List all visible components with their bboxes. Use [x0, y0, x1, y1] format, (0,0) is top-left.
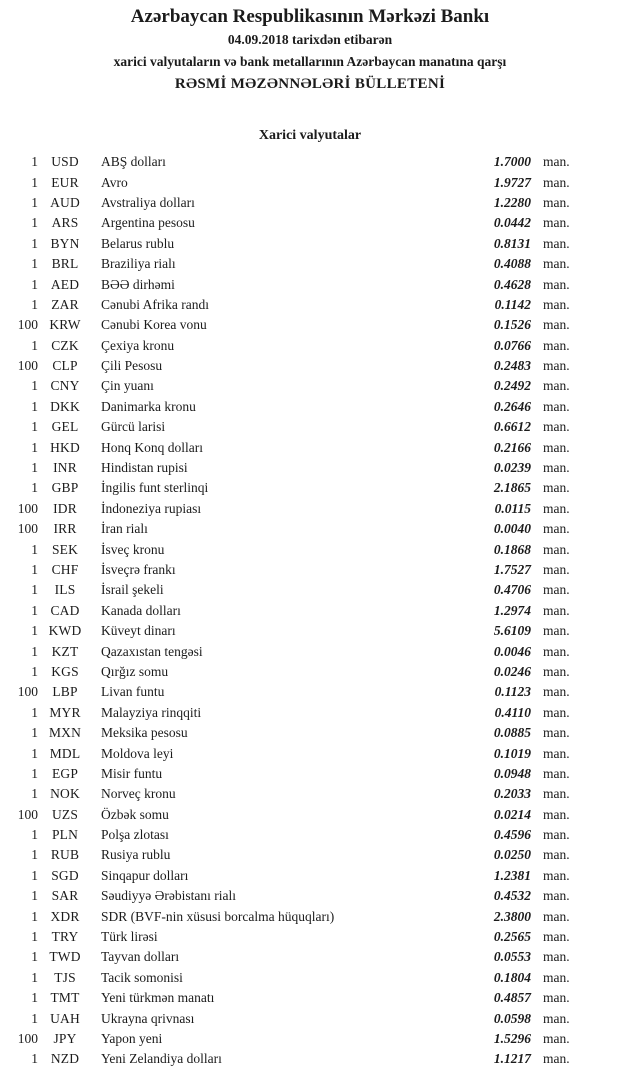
rate-value: 0.0553: [493, 949, 531, 965]
rate-value: 0.0885: [493, 725, 531, 741]
currency-code: KWD: [48, 623, 82, 639]
currency-name: Moldova leyi: [101, 745, 174, 761]
nominal-cell: 1: [31, 602, 38, 618]
nominal-cell: 1: [31, 949, 38, 965]
currency-name: Qazaxıstan tengəsi: [101, 643, 203, 659]
currency-code: AUD: [50, 194, 80, 210]
table-row: [0, 560, 585, 580]
currency-name: Çin yuanı: [101, 378, 154, 394]
currency-name: Malayziya rinqqiti: [101, 704, 202, 720]
table-row: [0, 397, 585, 417]
nominal-cell: 1: [31, 990, 38, 1006]
rate-value: 0.2166: [493, 439, 531, 455]
currency-code: NZD: [50, 1051, 80, 1067]
table-row: [0, 662, 585, 682]
nominal-cell: 1: [31, 154, 38, 170]
rate-value: 0.4706: [493, 582, 531, 598]
currency-code: EUR: [51, 174, 79, 190]
currency-code: SGD: [51, 867, 79, 883]
currency-code: UAH: [50, 1010, 80, 1026]
unit-label: man.: [543, 786, 570, 802]
table-row: [0, 274, 585, 294]
unit-label: man.: [543, 969, 570, 985]
rate-value: 0.2492: [493, 378, 531, 394]
table-row: [0, 621, 585, 641]
nominal-cell: 100: [17, 1030, 38, 1046]
currency-code: MXN: [48, 725, 82, 741]
table-row: [0, 213, 585, 233]
unit-label: man.: [543, 806, 570, 822]
nominal-cell: 1: [31, 480, 38, 496]
rate-value: 1.2974: [493, 602, 531, 618]
unit-label: man.: [543, 256, 570, 272]
currency-name: İndoneziya rupiası: [101, 500, 202, 516]
currency-name: Avro: [101, 174, 128, 190]
unit-label: man.: [543, 929, 570, 945]
nominal-cell: 1: [31, 215, 38, 231]
section-title-foreign-currencies: Xarici valyutalar: [258, 128, 362, 143]
unit-label: man.: [543, 725, 570, 741]
currency-code: JPY: [53, 1030, 77, 1046]
table-row: [0, 601, 585, 621]
currency-code: ZAR: [51, 296, 79, 312]
currency-code: KGS: [51, 663, 79, 679]
table-row: [0, 580, 585, 600]
currency-code: ARS: [51, 215, 79, 231]
currency-code: GEL: [51, 419, 79, 435]
nominal-cell: 1: [31, 623, 38, 639]
rate-value: 1.2381: [493, 867, 531, 883]
unit-label: man.: [543, 378, 570, 394]
rate-value: 0.0046: [493, 643, 531, 659]
currency-name: Kanada dolları: [101, 602, 181, 618]
currency-code: CAD: [50, 602, 80, 618]
nominal-cell: 1: [31, 296, 38, 312]
table-row: [0, 784, 585, 804]
rate-value: 1.9727: [493, 174, 531, 190]
table-row: [0, 458, 585, 478]
unit-label: man.: [543, 643, 570, 659]
currency-name: Sinqapur dolları: [101, 867, 189, 883]
unit-label: man.: [543, 847, 570, 863]
currency-code: KZT: [51, 643, 79, 659]
table-row: [0, 1008, 585, 1028]
unit-label: man.: [543, 337, 570, 353]
rate-value: 0.2565: [493, 929, 531, 945]
nominal-cell: 1: [31, 541, 38, 557]
rate-value: 0.2646: [493, 398, 531, 414]
rate-value: 0.0246: [493, 663, 531, 679]
rate-value: 0.1123: [494, 684, 531, 700]
nominal-cell: 1: [31, 704, 38, 720]
currency-name: Yapon yeni: [101, 1030, 163, 1046]
table-row: [0, 723, 585, 743]
rate-value: 0.4596: [493, 827, 531, 843]
unit-label: man.: [543, 358, 570, 374]
table-row: [0, 703, 585, 723]
rate-value: 1.5296: [493, 1030, 531, 1046]
table-row: [0, 152, 585, 172]
unit-label: man.: [543, 541, 570, 557]
unit-label: man.: [543, 439, 570, 455]
unit-label: man.: [543, 296, 570, 312]
currency-code: EGP: [51, 765, 79, 781]
currency-code: TWD: [49, 949, 81, 965]
currency-code: TJS: [54, 969, 76, 985]
nominal-cell: 1: [31, 786, 38, 802]
rate-value: 1.1217: [493, 1051, 531, 1067]
rate-value: 0.4088: [493, 256, 531, 272]
currency-name: Gürcü larisi: [101, 419, 166, 435]
nominal-cell: 1: [31, 419, 38, 435]
unit-label: man.: [543, 908, 570, 924]
table-row: [0, 764, 585, 784]
currency-code: KRW: [49, 317, 81, 333]
currency-code: LBP: [52, 684, 78, 700]
table-row: [0, 417, 585, 437]
nominal-cell: 1: [31, 174, 38, 190]
currency-name: İsrail şekeli: [101, 582, 164, 598]
unit-label: man.: [543, 684, 570, 700]
table-row: [0, 805, 585, 825]
currency-name: Səudiyyə Ərəbistanı rialı: [101, 888, 236, 904]
currency-name: Meksika pesosu: [101, 725, 188, 741]
rate-value: 2.3800: [493, 908, 531, 924]
currency-code: UZS: [51, 806, 79, 822]
unit-label: man.: [543, 398, 570, 414]
nominal-cell: 1: [31, 663, 38, 679]
nominal-cell: 1: [31, 582, 38, 598]
table-row: [0, 172, 585, 192]
rate-value: 0.0040: [493, 521, 531, 537]
currency-code: CLP: [52, 358, 78, 374]
rate-value: 0.0115: [494, 500, 531, 516]
unit-label: man.: [543, 500, 570, 516]
currency-name: İsveçrə frankı: [101, 562, 176, 577]
table-row: [0, 927, 585, 947]
currency-code: BYN: [50, 235, 80, 251]
currency-name: Polşa zlotası: [101, 827, 169, 843]
currency-code: PLN: [51, 827, 79, 843]
bulletin-header: [0, 0, 620, 95]
currency-code: MYR: [49, 704, 81, 720]
unit-label: man.: [543, 949, 570, 965]
unit-label: man.: [543, 235, 570, 251]
unit-label: man.: [543, 582, 570, 598]
currency-code: TRY: [51, 929, 79, 945]
currency-code: CZK: [51, 337, 79, 353]
currency-code: HKD: [50, 439, 80, 455]
nominal-cell: 1: [31, 1051, 38, 1067]
rate-value: 0.1526: [493, 317, 531, 333]
currency-name: Belarus rublu: [101, 235, 175, 251]
table-row: [0, 866, 585, 886]
currency-code: USD: [51, 154, 79, 170]
rate-value: 0.4628: [493, 276, 531, 292]
currency-code: ILS: [54, 582, 76, 598]
currency-code: DKK: [50, 398, 80, 414]
unit-label: man.: [543, 888, 570, 904]
nominal-cell: 1: [31, 235, 38, 251]
unit-label: man.: [543, 194, 570, 210]
currency-code: BRL: [51, 256, 79, 272]
table-row: [0, 1049, 585, 1067]
unit-label: man.: [543, 663, 570, 679]
currency-name: SDR (BVF-nin xüsusi borcalma hüquqları): [101, 908, 335, 924]
nominal-cell: 1: [31, 1010, 38, 1026]
nominal-cell: 1: [31, 337, 38, 353]
currency-name: Yeni Zelandiya dolları: [101, 1051, 222, 1067]
nominal-cell: 100: [17, 684, 38, 700]
rate-value: 1.7000: [493, 154, 531, 170]
table-row: [0, 478, 585, 498]
rate-value: 0.1868: [493, 541, 531, 557]
unit-label: man.: [543, 990, 570, 1006]
rate-value: 0.2483: [493, 358, 531, 374]
currency-code: CHF: [51, 562, 79, 577]
table-row: [0, 825, 585, 845]
currency-name: Rusiya rublu: [101, 847, 171, 863]
unit-label: man.: [543, 317, 570, 333]
table-row: [0, 743, 585, 763]
currency-name: Cənubi Korea vonu: [101, 317, 207, 333]
unit-label: man.: [543, 562, 570, 577]
currency-code: MDL: [49, 745, 81, 761]
currency-name: Danimarka kronu: [101, 398, 196, 414]
bulletin-title: RƏSMİ MƏZƏNNƏLƏRİ BÜLLETENİ: [174, 76, 446, 92]
currency-name: Argentina pesosu: [101, 215, 195, 231]
currency-code: TMT: [50, 990, 80, 1006]
table-row: [0, 193, 585, 213]
bank-name: Azərbaycan Respublikasının Mərkəzi Bankı: [130, 6, 490, 27]
nominal-cell: 1: [31, 460, 38, 476]
table-row: [0, 336, 585, 356]
rate-value: 0.1142: [494, 296, 531, 312]
table-row: [0, 315, 585, 335]
unit-label: man.: [543, 623, 570, 639]
nominal-cell: 1: [31, 398, 38, 414]
currency-name: İsveç kronu: [101, 541, 165, 557]
nominal-cell: 100: [17, 521, 38, 537]
effective-date: 04.09.2018 tarixdən etibarən: [227, 32, 393, 47]
currency-name: Avstraliya dolları: [101, 194, 195, 210]
table-row: [0, 1029, 585, 1049]
nominal-cell: 1: [31, 745, 38, 761]
nominal-cell: 1: [31, 256, 38, 272]
table-row: [0, 988, 585, 1008]
currency-code: CNY: [50, 378, 80, 394]
currency-name: Honq Konq dolları: [101, 439, 203, 455]
unit-label: man.: [543, 867, 570, 883]
unit-label: man.: [543, 602, 570, 618]
table-row: [0, 682, 585, 702]
nominal-cell: 1: [31, 888, 38, 904]
rates-table: [0, 152, 620, 1067]
nominal-cell: 1: [31, 908, 38, 924]
rate-value: 0.8131: [493, 235, 531, 251]
unit-label: man.: [543, 704, 570, 720]
rate-value: 0.0598: [493, 1010, 531, 1026]
currency-name: ABŞ dolları: [101, 154, 166, 170]
rate-value: 0.0442: [493, 215, 531, 231]
table-row: [0, 437, 585, 457]
table-row: [0, 968, 585, 988]
nominal-cell: 100: [17, 806, 38, 822]
currency-name: Qırğız somu: [101, 663, 169, 679]
unit-label: man.: [543, 276, 570, 292]
currency-code: XDR: [50, 908, 80, 924]
rate-value: 0.0250: [493, 847, 531, 863]
unit-label: man.: [543, 827, 570, 843]
unit-label: man.: [543, 521, 570, 537]
currency-code: INR: [53, 460, 77, 476]
currency-name: Çili Pesosu: [101, 358, 163, 374]
rate-value: 0.2033: [493, 786, 531, 802]
rate-value: 0.0239: [493, 460, 531, 476]
table-row: [0, 254, 585, 274]
unit-label: man.: [543, 765, 570, 781]
currency-name: Livan funtu: [101, 684, 165, 700]
rate-value: 0.0948: [493, 765, 531, 781]
rate-value: 0.1804: [493, 969, 531, 985]
unit-label: man.: [543, 480, 570, 496]
unit-label: man.: [543, 460, 570, 476]
currency-name: Braziliya rialı: [101, 256, 176, 272]
currency-name: Hindistan rupisi: [101, 460, 188, 476]
currency-name: Cənubi Afrika randı: [101, 296, 209, 312]
currency-name: Tacik somonisi: [101, 969, 183, 985]
table-row: [0, 519, 585, 539]
rate-value: 1.2280: [493, 194, 531, 210]
unit-label: man.: [543, 154, 570, 170]
table-row: [0, 539, 585, 559]
unit-label: man.: [543, 419, 570, 435]
rate-value: 2.1865: [493, 480, 531, 496]
rate-value: 5.6109: [493, 623, 531, 639]
currency-code: SAR: [51, 888, 79, 904]
table-row: [0, 295, 585, 315]
nominal-cell: 1: [31, 725, 38, 741]
nominal-cell: 1: [31, 276, 38, 292]
unit-label: man.: [543, 1030, 570, 1046]
currency-code: AED: [50, 276, 80, 292]
rate-value: 0.4110: [494, 704, 531, 720]
table-row: [0, 234, 585, 254]
nominal-cell: 1: [31, 969, 38, 985]
rate-value: 0.6612: [493, 419, 531, 435]
rate-value: 0.4532: [493, 888, 531, 904]
nominal-cell: 1: [31, 562, 38, 577]
rate-value: 0.1019: [493, 745, 531, 761]
nominal-cell: 100: [17, 500, 38, 516]
rate-value: 0.0766: [493, 337, 531, 353]
nominal-cell: 1: [31, 847, 38, 863]
currency-name: İran rialı: [101, 521, 148, 537]
table-row: [0, 886, 585, 906]
nominal-cell: 1: [31, 378, 38, 394]
currency-name: Misir funtu: [101, 765, 163, 781]
bulletin-subtitle: xarici valyutaların və bank metallarının Azərbaycan manatına qarşı: [113, 54, 507, 69]
currency-name: Çexiya kronu: [101, 337, 175, 353]
nominal-cell: 1: [31, 194, 38, 210]
currency-name: Özbək somu: [101, 806, 169, 822]
nominal-cell: 100: [17, 317, 38, 333]
currency-name: BƏƏ dirhəmi: [101, 276, 175, 292]
currency-code: GBP: [51, 480, 79, 496]
currency-name: Yeni türkmən manatı: [101, 990, 215, 1006]
nominal-cell: 1: [31, 439, 38, 455]
table-row: [0, 845, 585, 865]
currency-name: Ukrayna qrivnası: [101, 1010, 195, 1026]
rate-value: 0.0214: [493, 806, 531, 822]
table-row: [0, 906, 585, 926]
currency-code: SEK: [51, 541, 79, 557]
nominal-cell: 1: [31, 765, 38, 781]
rate-value: 1.7527: [493, 562, 531, 577]
table-row: [0, 356, 585, 376]
unit-label: man.: [543, 174, 570, 190]
currency-name: Küveyt dinarı: [101, 623, 176, 639]
currency-code: IRR: [53, 521, 77, 537]
currency-name: Norveç kronu: [101, 786, 176, 802]
unit-label: man.: [543, 1010, 570, 1026]
unit-label: man.: [543, 1051, 570, 1067]
table-row: [0, 376, 585, 396]
rate-value: 0.4857: [493, 990, 531, 1006]
unit-label: man.: [543, 215, 570, 231]
currency-name: Tayvan dolları: [101, 949, 180, 965]
currency-code: RUB: [50, 847, 80, 863]
currency-name: İngilis funt sterlinqi: [101, 480, 209, 496]
nominal-cell: 100: [17, 358, 38, 374]
nominal-cell: 1: [31, 929, 38, 945]
currency-name: Türk lirəsi: [101, 929, 158, 945]
nominal-cell: 1: [31, 867, 38, 883]
nominal-cell: 1: [31, 643, 38, 659]
table-row: [0, 947, 585, 967]
currency-code: IDR: [53, 500, 77, 516]
unit-label: man.: [543, 745, 570, 761]
table-row: [0, 499, 585, 519]
table-row: [0, 641, 585, 661]
nominal-cell: 1: [31, 827, 38, 843]
currency-code: NOK: [50, 786, 80, 802]
